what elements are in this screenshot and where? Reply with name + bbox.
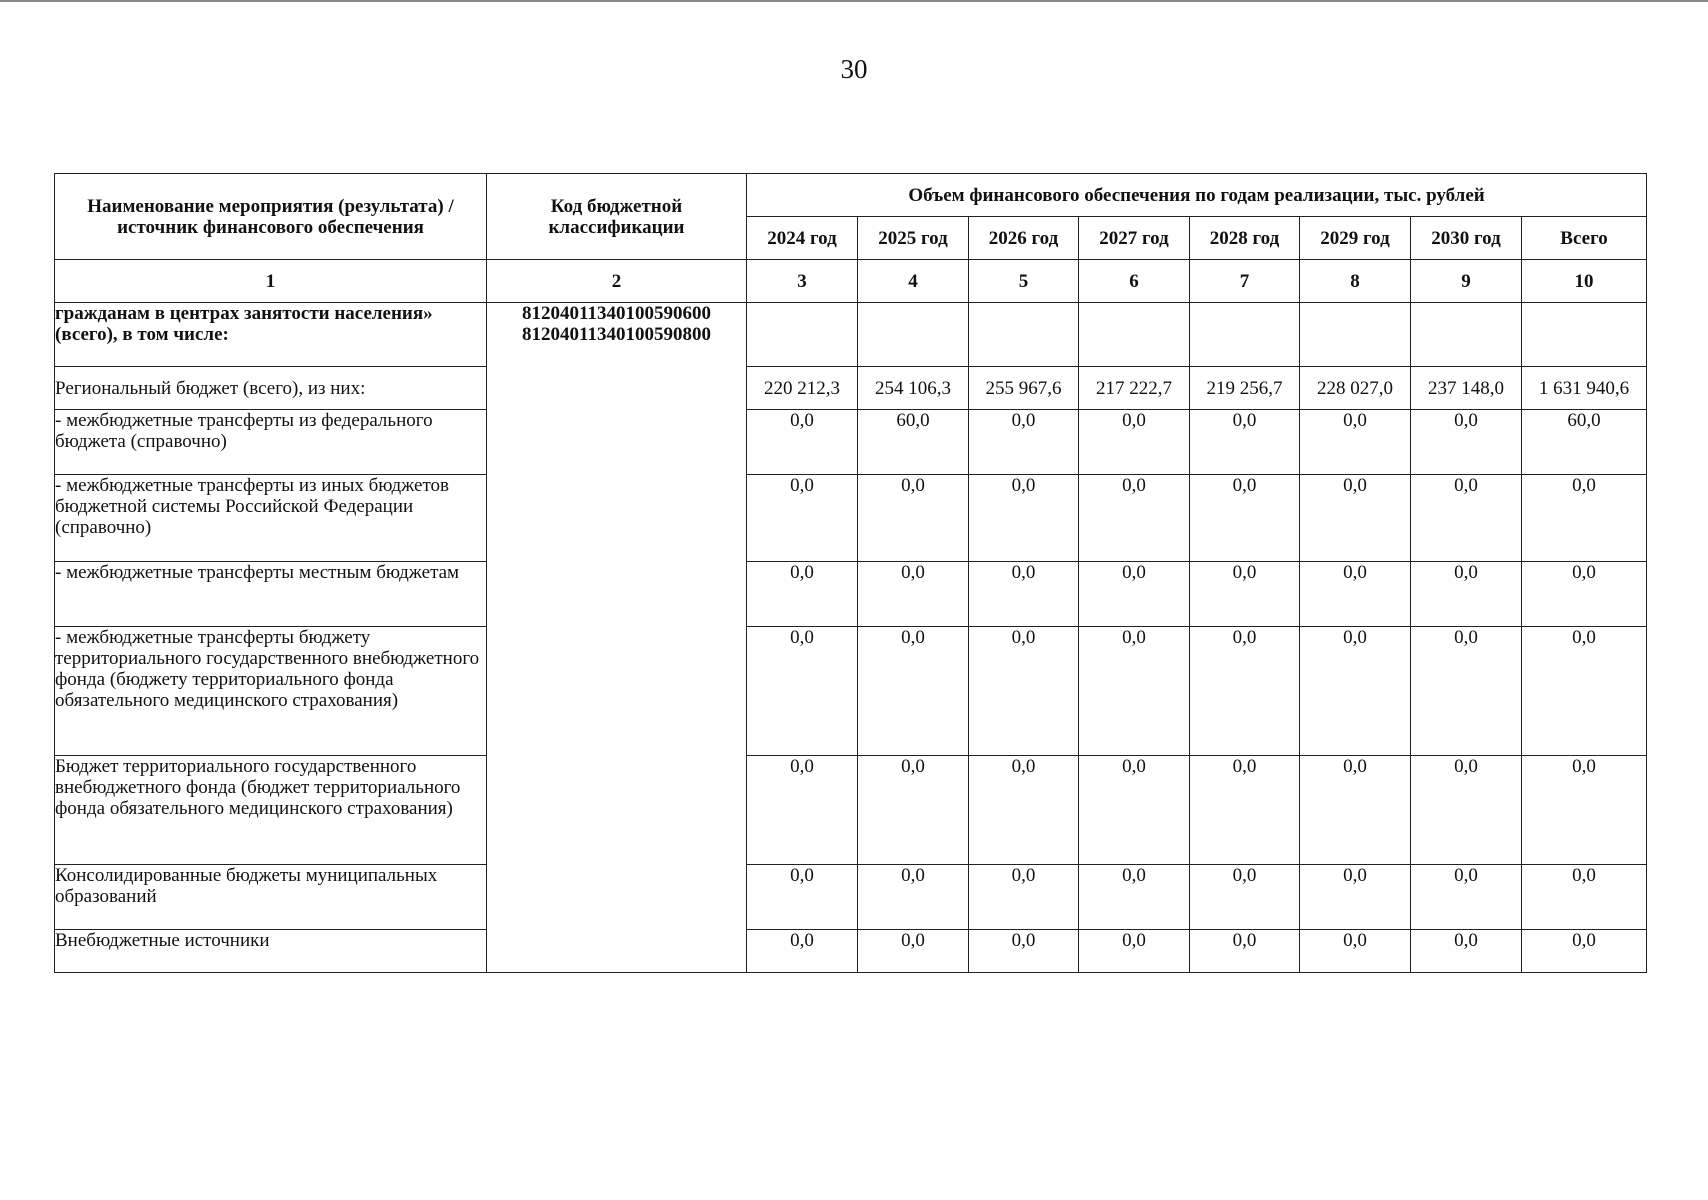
- value-cell: 0,0: [1411, 627, 1522, 756]
- value-cell: 0,0: [1190, 627, 1300, 756]
- value-cell: 0,0: [1300, 865, 1411, 930]
- column-number: 4: [858, 260, 969, 303]
- value-cell: 0,0: [1190, 562, 1300, 627]
- column-number: 3: [747, 260, 858, 303]
- value-cell: 0,0: [1079, 562, 1190, 627]
- value-cell: 0,0: [1190, 756, 1300, 865]
- value-cell: 0,0: [1300, 410, 1411, 475]
- row-name: Региональный бюджет (всего), из них:: [55, 367, 487, 410]
- table-row: [55, 410, 1647, 475]
- value-cell: [1300, 303, 1411, 367]
- value-cell: 0,0: [747, 627, 858, 756]
- row-name: Бюджет территориального государственного внебюджетного фонда (бюджет территориального фонда обязательного медицинского страхования): [55, 756, 487, 865]
- value-cell: 0,0: [1522, 562, 1647, 627]
- value-cell: 0,0: [1522, 865, 1647, 930]
- value-cell: 0,0: [1079, 410, 1190, 475]
- value-cell: 0,0: [858, 627, 969, 756]
- value-cell: 254 106,3: [858, 367, 969, 410]
- value-cell: 228 027,0: [1300, 367, 1411, 410]
- header-row-1: [55, 174, 1647, 217]
- value-cell: 0,0: [1300, 475, 1411, 562]
- value-cell: 0,0: [1411, 562, 1522, 627]
- value-cell: 0,0: [1079, 627, 1190, 756]
- header-year: 2025 год: [858, 217, 969, 260]
- value-cell: 0,0: [1300, 930, 1411, 973]
- budget-code: 81204011340100590600: [522, 303, 711, 324]
- header-year: 2029 год: [1300, 217, 1411, 260]
- value-cell: 0,0: [747, 410, 858, 475]
- value-cell: [858, 303, 969, 367]
- row-name: - межбюджетные трансферты из федерального бюджета (справочно): [55, 410, 487, 475]
- header-name-col: Наименование мероприятия (результата) / источник финансового обеспечения: [55, 174, 487, 260]
- value-cell: [1079, 303, 1190, 367]
- header-volume-group: Объем финансового обеспечения по годам реализации, тыс. рублей: [747, 174, 1647, 217]
- row-name: - межбюджетные трансферты местным бюджетам: [55, 562, 487, 627]
- value-cell: 1 631 940,6: [1522, 367, 1647, 410]
- column-number: 6: [1079, 260, 1190, 303]
- value-cell: 60,0: [1522, 410, 1647, 475]
- column-number: 8: [1300, 260, 1411, 303]
- row-name: - межбюджетные трансферты бюджету территориального государственного внебюджетного фонда (бюджету территориального фонда обязательного медицинского страхования): [55, 627, 487, 756]
- value-cell: 0,0: [858, 930, 969, 973]
- table-row: [55, 475, 1647, 562]
- value-cell: 0,0: [1411, 865, 1522, 930]
- column-number: 1: [55, 260, 487, 303]
- table-row: [55, 303, 1647, 367]
- column-number: 9: [1411, 260, 1522, 303]
- value-cell: 255 967,6: [969, 367, 1079, 410]
- value-cell: 237 148,0: [1411, 367, 1522, 410]
- value-cell: 0,0: [1411, 410, 1522, 475]
- budget-code-cell: [487, 303, 747, 973]
- header-total: Всего: [1522, 217, 1647, 260]
- value-cell: [1190, 303, 1300, 367]
- value-cell: 0,0: [969, 410, 1079, 475]
- value-cell: 0,0: [1411, 756, 1522, 865]
- value-cell: 0,0: [747, 562, 858, 627]
- value-cell: 217 222,7: [1079, 367, 1190, 410]
- value-cell: 0,0: [1190, 410, 1300, 475]
- row-name: Внебюджетные источники: [55, 930, 487, 973]
- value-cell: 220 212,3: [747, 367, 858, 410]
- column-number: 7: [1190, 260, 1300, 303]
- value-cell: 0,0: [1190, 475, 1300, 562]
- page-number: 30: [840, 54, 868, 84]
- value-cell: 0,0: [969, 865, 1079, 930]
- value-cell: 0,0: [1300, 756, 1411, 865]
- header-year: 2028 год: [1190, 217, 1300, 260]
- table-row: [55, 367, 1647, 410]
- top-border-line: [0, 0, 1708, 2]
- value-cell: 0,0: [858, 562, 969, 627]
- header-year: 2027 год: [1079, 217, 1190, 260]
- value-cell: 0,0: [1411, 930, 1522, 973]
- value-cell: 0,0: [969, 562, 1079, 627]
- value-cell: 0,0: [858, 475, 969, 562]
- value-cell: 0,0: [858, 865, 969, 930]
- table-row: [55, 756, 1647, 865]
- value-cell: 0,0: [969, 627, 1079, 756]
- column-number: 5: [969, 260, 1079, 303]
- value-cell: 0,0: [1079, 475, 1190, 562]
- value-cell: 0,0: [969, 475, 1079, 562]
- row-name: Консолидированные бюджеты муниципальных образований: [55, 865, 487, 930]
- table-row: [55, 930, 1647, 973]
- value-cell: 219 256,7: [1190, 367, 1300, 410]
- value-cell: 0,0: [1522, 756, 1647, 865]
- value-cell: 0,0: [747, 865, 858, 930]
- value-cell: 0,0: [747, 475, 858, 562]
- value-cell: 0,0: [969, 756, 1079, 865]
- value-cell: [1522, 303, 1647, 367]
- value-cell: 0,0: [747, 930, 858, 973]
- value-cell: 0,0: [1522, 627, 1647, 756]
- value-cell: [747, 303, 858, 367]
- value-cell: [1411, 303, 1522, 367]
- value-cell: 0,0: [1190, 930, 1300, 973]
- value-cell: 0,0: [747, 756, 858, 865]
- column-numbers-row: [55, 260, 1647, 303]
- header-year: 2030 год: [1411, 217, 1522, 260]
- header-year: 2026 год: [969, 217, 1079, 260]
- table-row: [55, 562, 1647, 627]
- column-number: 10: [1522, 260, 1647, 303]
- value-cell: 0,0: [1079, 930, 1190, 973]
- budget-table: [54, 173, 1647, 973]
- value-cell: 0,0: [1079, 865, 1190, 930]
- table-row: [55, 627, 1647, 756]
- value-cell: 0,0: [1300, 562, 1411, 627]
- value-cell: 0,0: [1522, 475, 1647, 562]
- value-cell: 0,0: [858, 756, 969, 865]
- budget-code: 81204011340100590800: [522, 324, 711, 345]
- value-cell: 0,0: [1522, 930, 1647, 973]
- row-name: гражданам в центрах занятости населения» (всего), в том числе:: [55, 303, 487, 367]
- value-cell: [969, 303, 1079, 367]
- value-cell: 0,0: [1300, 627, 1411, 756]
- value-cell: 0,0: [1190, 865, 1300, 930]
- row-name: - межбюджетные трансферты из иных бюджетов бюджетной системы Российской Федерации (справочно): [55, 475, 487, 562]
- value-cell: 0,0: [1079, 756, 1190, 865]
- column-number: 2: [487, 260, 747, 303]
- header-year: 2024 год: [747, 217, 858, 260]
- value-cell: 0,0: [1411, 475, 1522, 562]
- value-cell: 0,0: [969, 930, 1079, 973]
- value-cell: 60,0: [858, 410, 969, 475]
- table-row: [55, 865, 1647, 930]
- header-code-col: Код бюджетной классификации: [487, 174, 747, 260]
